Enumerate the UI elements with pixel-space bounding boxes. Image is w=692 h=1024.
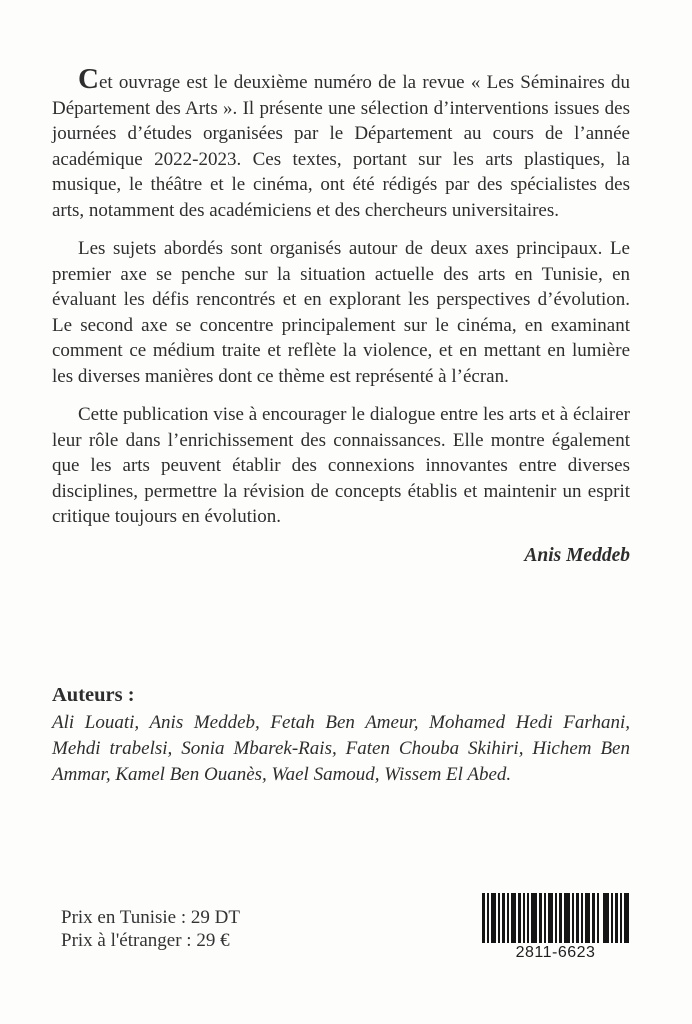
- authors-heading: Auteurs :: [52, 684, 135, 706]
- barcode-image: [482, 893, 629, 943]
- barcode: [482, 893, 629, 961]
- barcode-number: 2811-6623: [515, 944, 596, 961]
- authors-block: [52, 682, 630, 788]
- price-abroad: Prix à l'étranger : 29 €: [61, 930, 230, 951]
- synopsis-paragraph-1-text: et ouvrage est le deuxième numéro de la revue « Les Séminaires du Département des Arts ». Il présente une sélection d’interventions issues des journées d’études organisées par le Département au cours de l’année académique 2022-2023. Ces textes, portant sur les arts plastiques, la musique, le théâtre et le cinéma, ont été rédigés par des spécialistes des arts, notamment des académiciens et des chercheurs universitaires.: [52, 72, 630, 221]
- author-signature: Anis Meddeb: [524, 544, 630, 566]
- authors-list: Ali Louati, Anis Meddeb, Fetah Ben Ameur, Mohamed Hedi Farhani, Mehdi trabelsi, Sonia Mbarek-Rais, Faten Chouba Skihiri, Hichem Ben Ammar, Kamel Ben Ouanès, Wael Samoud, Wissem El Abed.: [52, 712, 630, 785]
- synopsis-paragraph-2: Les sujets abordés sont organisés autour de deux axes principaux. Le premier axe se penche sur la situation actuelle des arts en Tunisie, en évaluant les défis rencontrés et en explorant les perspectives d’évolution. Le second axe se concentre principalement sur le cinéma, en examinant comment ce médium traite et reflète la violence, et en mettant en lumière les diverses manières dont ce thème est représenté à l’écran.: [52, 238, 630, 387]
- synopsis-block: [52, 63, 630, 568]
- drop-cap: C: [78, 63, 99, 95]
- pricing-block: [61, 906, 240, 952]
- synopsis-paragraph-3: Cette publication vise à encourager le dialogue entre les arts et à éclairer leur rôle dans l’enrichissement des connaissances. Elle montre également que les arts peuvent établir des connexions innovantes entre diverses disciplines, permettre la révision de concepts établis et maintenir un esprit critique toujours en évolution.: [52, 404, 630, 527]
- price-tunisia: Prix en Tunisie : 29 DT: [61, 907, 240, 928]
- synopsis-paragraph-1: [52, 63, 630, 223]
